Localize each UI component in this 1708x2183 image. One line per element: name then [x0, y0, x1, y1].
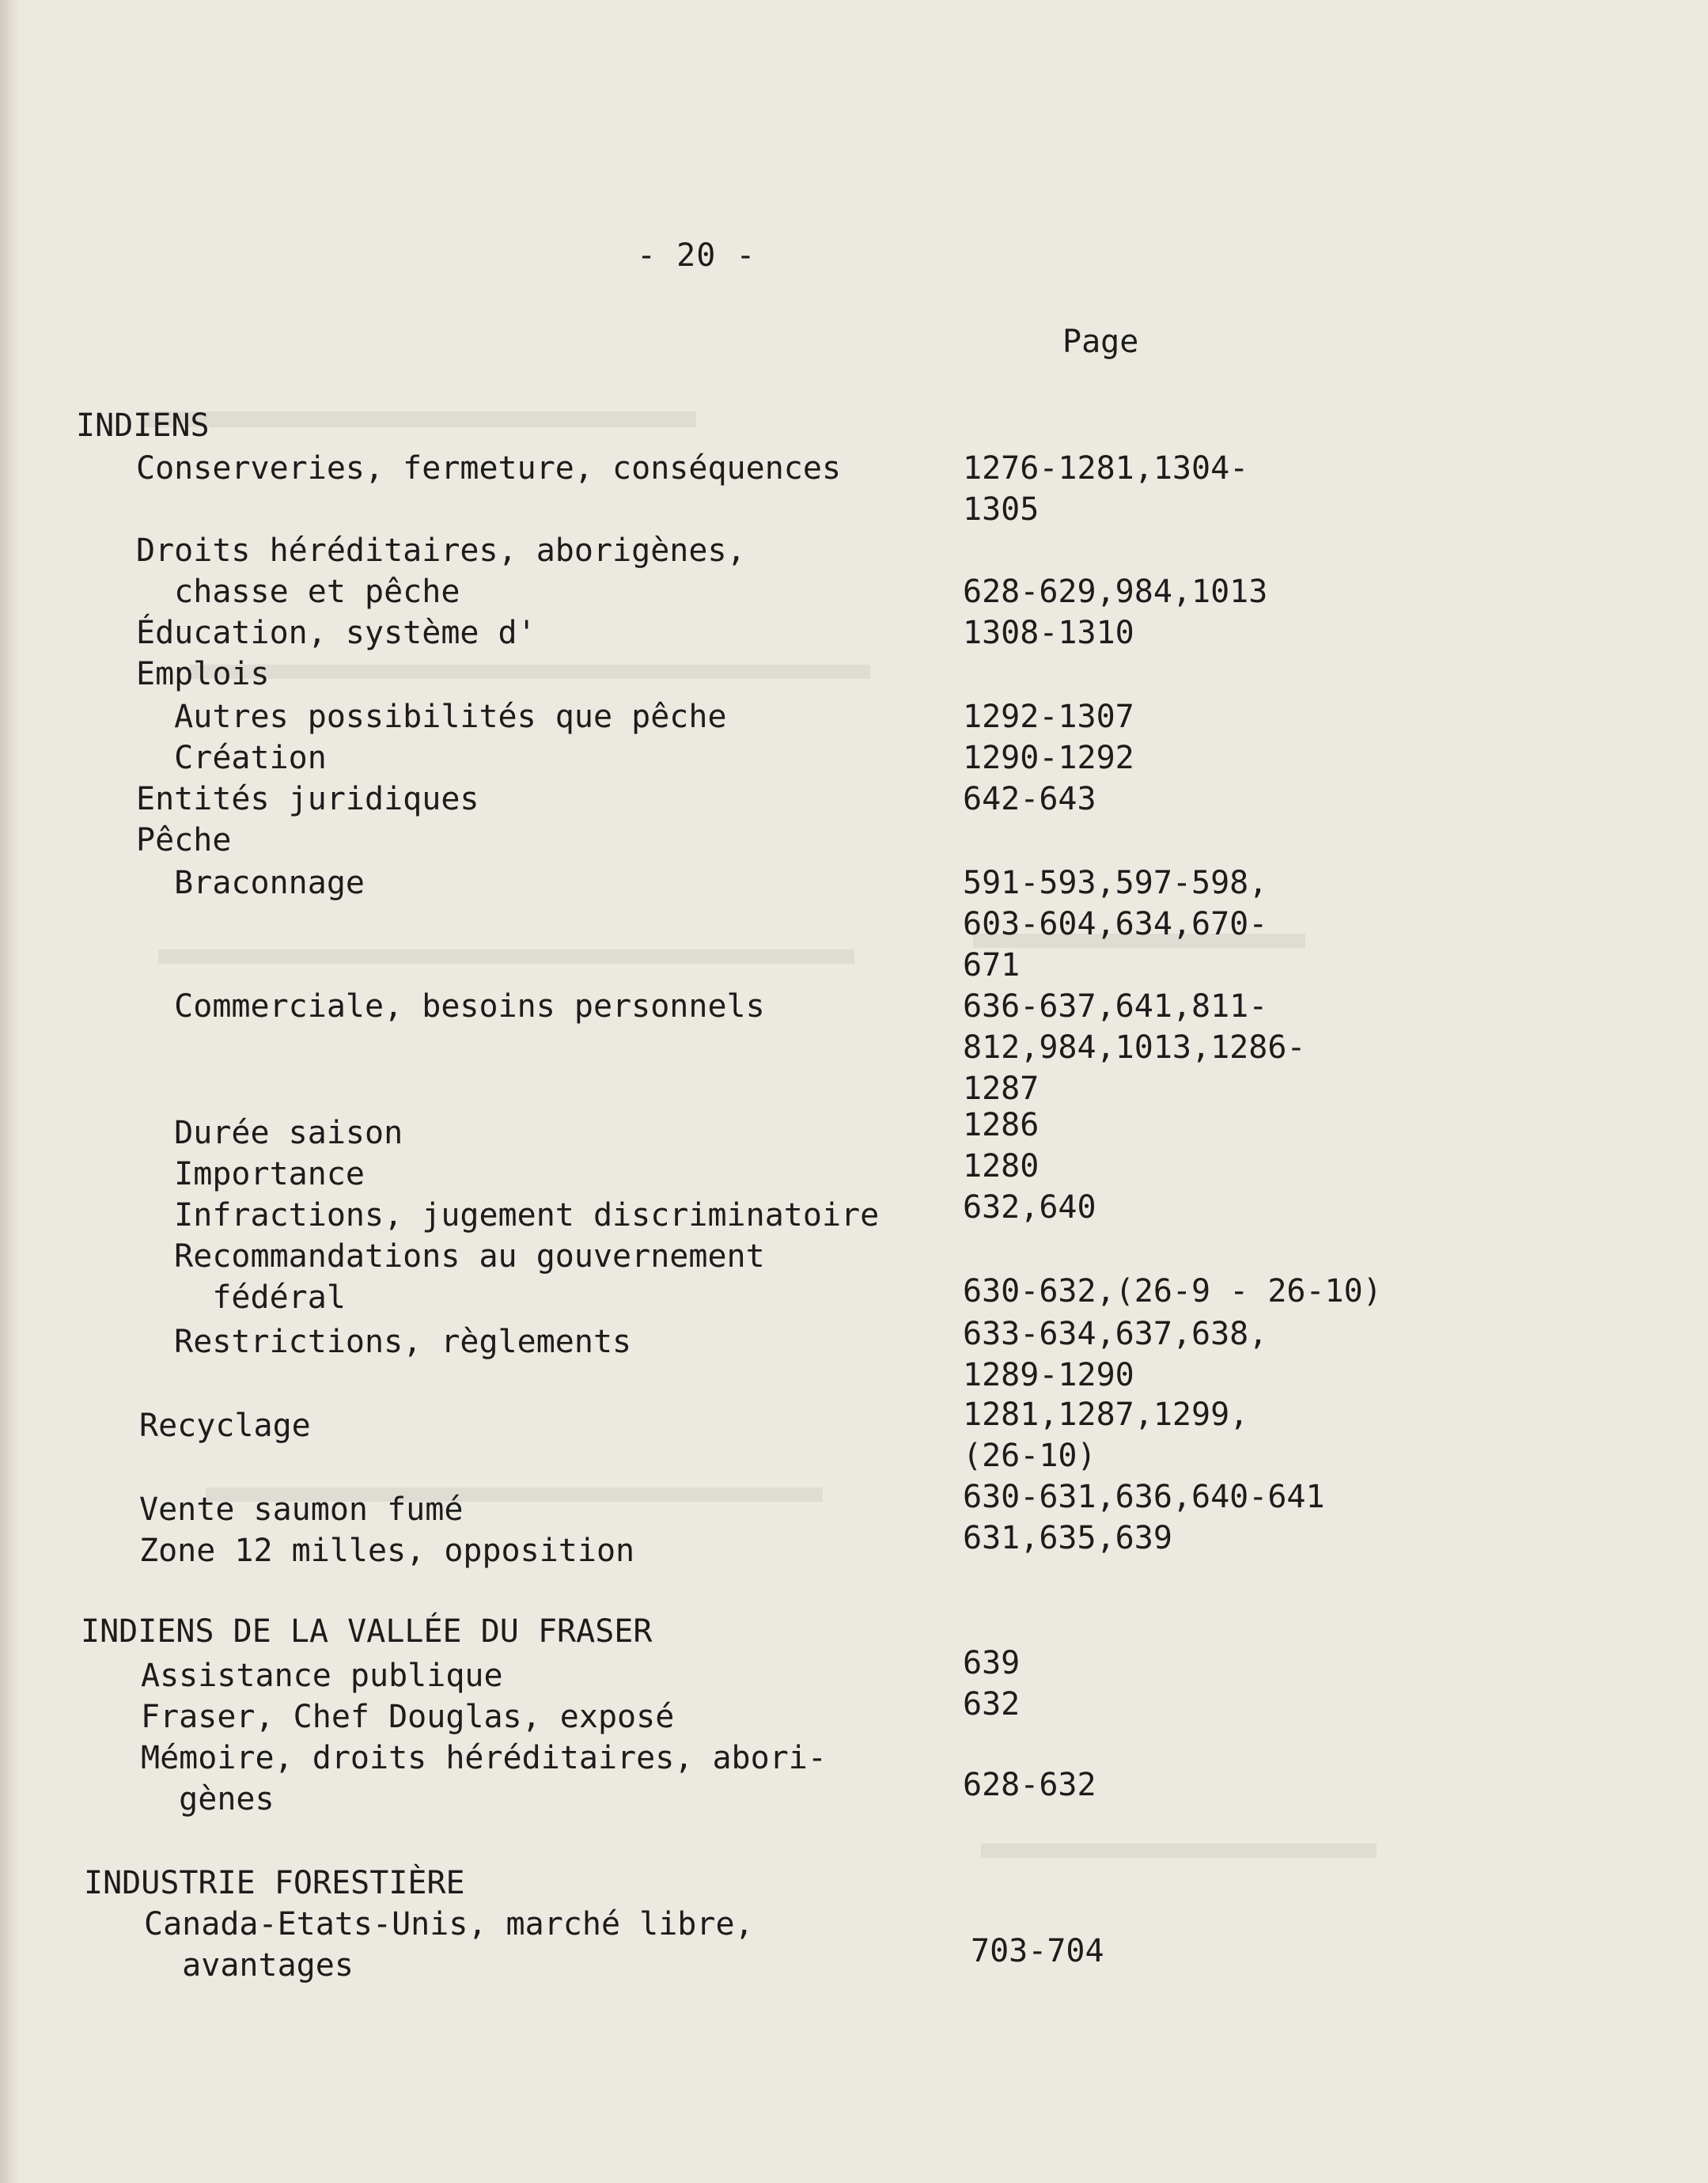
- index-entry-term: Canada-Etats-Unis, marché libre, avantages: [144, 1906, 754, 1984]
- index-entry-term: Mémoire, droits héréditaires, abori- gènes: [141, 1740, 827, 1817]
- index-entry-term: Restrictions, règlements: [136, 1324, 632, 1360]
- index-entry-term: Infractions, jugement discriminatoire: [136, 1197, 880, 1234]
- index-entry-pages: 628-632: [963, 1767, 1096, 1803]
- index-entry-pages: 630-632,(26-9 - 26-10): [963, 1273, 1382, 1309]
- index-entry-term: Durée saison: [136, 1115, 403, 1151]
- page-column-header: Page: [1062, 324, 1139, 360]
- index-entry-term: Autres possibilités que pêche: [136, 699, 727, 735]
- index-entry-term: Assistance publique: [141, 1658, 503, 1694]
- index-entry-pages: 642-643: [963, 781, 1096, 817]
- section-heading-industrie-forestiere: INDUSTRIE FORESTIÈRE: [84, 1865, 465, 1901]
- section-heading-indiens-vallee-fraser: INDIENS DE LA VALLÉE DU FRASER: [81, 1613, 653, 1650]
- index-entry-pages: 639: [963, 1645, 1021, 1681]
- index-entry-term: Création: [136, 740, 327, 776]
- index-entry-pages: 632,640: [963, 1189, 1096, 1226]
- index-entry-pages: 633-634,637,638, 1289-1290: [963, 1316, 1268, 1393]
- index-entry-pages: 632: [963, 1686, 1021, 1723]
- index-entry-term: Braconnage: [136, 865, 365, 901]
- index-entry-term: Pêche: [136, 822, 232, 858]
- index-entry-term: Fraser, Chef Douglas, exposé: [141, 1699, 675, 1735]
- index-entry-pages: 1280: [963, 1148, 1040, 1184]
- index-entry-pages: 628-629,984,1013: [963, 574, 1268, 610]
- index-entry-pages: 1281,1287,1299, (26-10): [963, 1397, 1249, 1474]
- index-entry-term: Droits héréditaires, aborigènes, chasse et pêche: [136, 532, 746, 610]
- index-entry-term: Commerciale, besoins personnels: [136, 988, 765, 1025]
- index-entry-term: Entités juridiques: [136, 781, 479, 817]
- index-entry-term: Recyclage: [139, 1408, 311, 1444]
- index-entry-term: Vente saumon fumé: [139, 1491, 464, 1528]
- index-entry-term: Emplois: [136, 656, 270, 692]
- index-entry-term: Importance: [136, 1156, 365, 1192]
- index-entry-term: Éducation, système d': [136, 615, 536, 651]
- index-entry-pages: 636-637,641,811- 812,984,1013,1286- 1287: [963, 988, 1306, 1107]
- index-entry-pages: 1308-1310: [963, 615, 1134, 651]
- section-heading-indiens: INDIENS: [76, 407, 210, 444]
- index-entry-pages: 1276-1281,1304- 1305: [963, 450, 1249, 528]
- index-entry-term: Zone 12 milles, opposition: [139, 1533, 635, 1569]
- index-entry-pages: 1290-1292: [963, 740, 1134, 776]
- index-entry-pages: 1286: [963, 1107, 1040, 1143]
- index-entry-term: Recommandations au gouvernement fédéral: [174, 1238, 765, 1316]
- index-entry-term: Conserveries, fermeture, conséquences: [136, 450, 842, 487]
- index-entry-pages: 631,635,639: [963, 1520, 1172, 1556]
- index-entry-pages: 591-593,597-598, 603-604,634,670- 671: [963, 865, 1268, 983]
- index-entry-pages: 630-631,636,640-641: [963, 1479, 1325, 1515]
- page-number: - 20 -: [637, 237, 756, 274]
- index-entry-pages: 1292-1307: [963, 699, 1134, 735]
- page-binding-edge: [0, 0, 21, 2183]
- index-entry-pages: 703-704: [971, 1933, 1104, 1969]
